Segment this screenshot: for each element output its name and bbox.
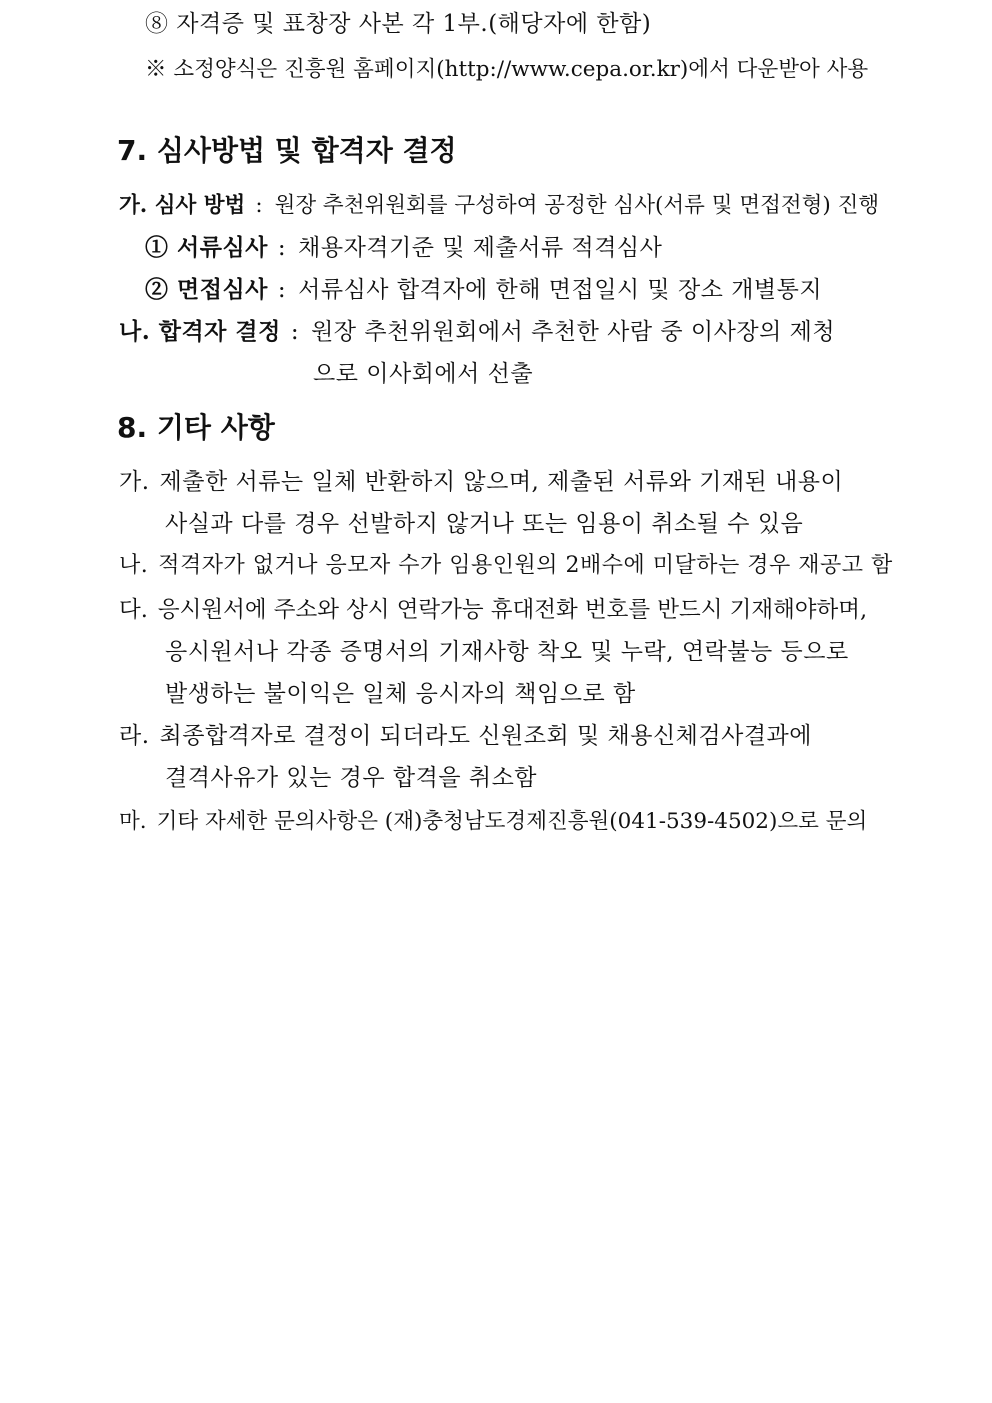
screening-method-label: 가. 심사 방법 [119,193,246,218]
other-item-ga-cont: 사실과 다를 경우 선발하지 않거나 또는 임용이 취소될 수 있음 [165,511,804,537]
other-item-ra [119,720,812,752]
separator: : [277,235,287,261]
item-marker: 나. [119,553,149,578]
other-item-ra-cont: 결격사유가 있는 경우 합격을 취소함 [165,765,538,791]
separator: : [290,319,300,345]
selection-decision-text: 원장 추천위원회에서 추천한 사람 중 이사장의 제청 [311,319,836,345]
selection-decision-label: 나. 합격자 결정 [119,318,281,345]
attachment-item-8: ⑧ 자격증 및 표창장 사본 각 1부.(해당자에 한함) [145,11,652,37]
item-text: 기타 자세한 문의사항은 (재)충청남도경제진흥원(041-539-4502)으로 문의 [156,809,868,834]
item-text: 응시원서에 주소와 상시 연락가능 휴대전화 번호를 반드시 기재해야하며, [157,597,868,623]
other-item-ma [119,806,867,838]
item-text: 최종합격자로 결정이 되더라도 신원조회 및 채용신체검사결과에 [159,723,812,749]
other-item-na [119,550,893,582]
section-7-title: 7. 심사방법 및 합격자 결정 [117,134,457,167]
document-screening-label: ① 서류심사 [145,234,268,261]
item-marker: 가. [119,469,150,495]
item-text: 적격자가 없거나 응모자 수가 임용인원의 2배수에 미달하는 경우 재공고 함 [158,553,893,578]
interview-text: 서류심사 합격자에 한해 면접일시 및 장소 개별통지 [298,277,823,303]
item-marker: 라. [119,723,150,749]
document-screening-row [145,232,662,264]
item-text: 제출한 서류는 일체 반환하지 않으며, 제출된 서류와 기재된 내용이 [159,469,844,495]
item-marker: 마. [119,809,147,834]
interview-row [145,274,822,306]
other-item-da [119,594,867,626]
section-8-title: 8. 기타 사항 [117,411,275,444]
separator: : [277,277,287,303]
other-item-ga [119,466,843,498]
interview-label: ② 면접심사 [145,276,268,303]
form-download-note: ※ 소정양식은 진흥원 홈페이지(http://www.cepa.or.kr)에서 다운받아 사용 [145,57,869,82]
separator: : [255,193,263,218]
selection-decision-text-cont: 으로 이사회에서 선출 [313,361,534,387]
screening-method-text: 원장 추천위원회를 구성하여 공정한 심사(서류 및 면접전형) 진행 [274,193,880,218]
screening-method-row [119,190,879,222]
other-item-da-cont-1: 응시원서나 각종 증명서의 기재사항 착오 및 누락, 연락불능 등으로 [165,639,849,665]
document-screening-text: 채용자격기준 및 제출서류 적격심사 [298,235,663,261]
selection-decision-row [119,316,835,348]
other-item-da-cont-2: 발생하는 불이익은 일체 응시자의 책임으로 함 [165,681,636,707]
item-marker: 다. [119,597,148,623]
